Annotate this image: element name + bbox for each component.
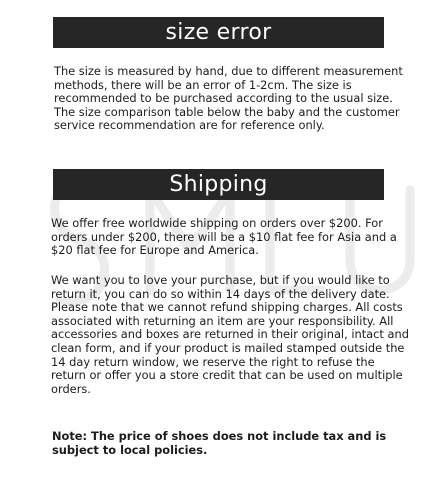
tax-note: Note: The price of shoes does not include tax and is subject to local policies. <box>52 429 387 457</box>
free-shipping-text: We offer free worldwide shipping on orders over $200. For orders under $200, there will be a $10 flat fee for Asia and a $20 flat fee for Europe and America. <box>51 216 397 258</box>
size-error-banner <box>53 17 384 48</box>
shipping-title: Shipping <box>169 172 268 197</box>
returns-policy-text: We want you to love your purchase, but if you would like to return it, you can do so within 14 days of the delivery date. Please note that we cannot refund shipping charges. All costs associated with returning an item are your responsibility. All accessories and boxes are returned in their original, intact and clean form, and if your product is mailed stamped outside the 14 day return window, we reserve the right to refuse the return or offer you a store credit that can be used on multiple orders. <box>51 273 409 396</box>
size-error-text: The size is measured by hand, due to different measurement methods, there will be an error of 1-2cm. The size is recommended to be purchased according to the usual size. The size comparison table below the baby and the customer service recommendation are for reference only. <box>54 64 403 133</box>
shipping-banner <box>53 169 384 200</box>
size-error-title: size error <box>165 20 272 45</box>
